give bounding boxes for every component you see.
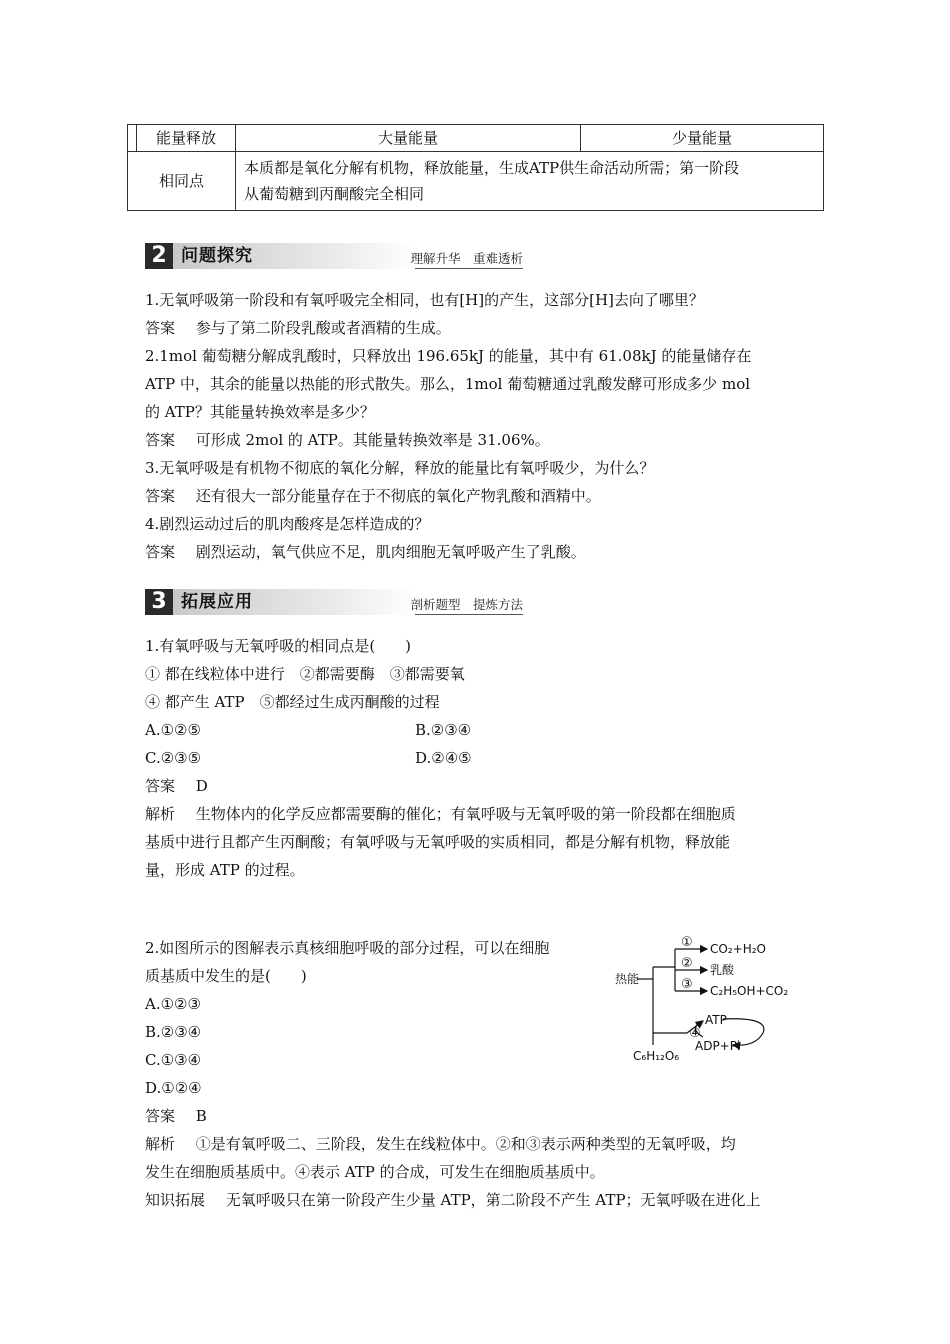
comparison-table [127,124,824,211]
option-d: D.①②④ [145,1079,202,1097]
practice-1-explanation [145,804,736,824]
section-number: 2 [145,243,173,269]
question-2-line: ATP 中，其余的能量以热能的形式散失。那么，1mol 葡萄糖通过乳酸发酵可形成多少 mol [145,375,751,393]
table-text-line: 从葡萄糖到丙酮酸完全相同 [244,185,425,203]
question-3: 3.无氧呼吸是有机物不彻底的氧化分解，释放的能量比有氧呼吸少，为什么？ [145,459,655,477]
answer-text: 还有很大一部分能量存在于不彻底的氧化产物乳酸和酒精中。 [195,487,601,505]
answer-label: 答案 [145,431,176,449]
table-cell-label: 相同点 [128,152,236,211]
question-4: 4.剧烈运动过后的肌肉酸疼是怎样造成的？ [145,515,430,533]
section-header-2 [145,243,523,269]
answer-text: 参与了第二阶段乳酸或者酒精的生成。 [195,319,451,337]
explanation-text: ①是有氧呼吸二、三阶段，发生在线粒体中。②和③表示两种类型的无氧呼吸，均 [195,1135,736,1153]
practice-1-answer [145,776,208,796]
practice-1-statements: ④ 都产生 ATP ⑤都经过生成丙酮酸的过程 [145,693,440,711]
table-cell: 大量能量 [236,125,581,152]
product-co2-h2o: CO₂+H₂O [710,942,766,956]
option-a: A.①②③ [145,995,201,1013]
section-subtitle: 理解升华 重难透析 [410,251,523,266]
glucose-label: C₆H₁₂O₆ [633,1049,680,1063]
answer-3 [145,486,601,506]
section-header-3 [145,589,523,615]
answer-text: B [195,1107,207,1125]
option-c: C.②③⑤ [145,749,202,767]
knowledge-label: 知识拓展 [145,1191,206,1209]
table-cell [236,152,824,211]
header-rule [415,614,523,615]
section-subtitle: 剖析题型 提炼方法 [410,597,523,612]
practice-1-statements: ① 都在线粒体中进行 ②都需要酶 ③都需要氧 [145,665,465,683]
option-b: B.②③④ [415,721,472,739]
respiration-diagram [615,933,815,1068]
analysis-label: 解析 [145,805,176,823]
product-lactic-acid: 乳酸 [710,963,735,977]
step-4-marker: ④ [689,1026,701,1041]
knowledge-text: 无氧呼吸只在第一阶段产生少量 ATP，第二阶段不产生 ATP；无氧呼吸在进化上 [225,1191,761,1209]
product-ethanol-co2: C₂H₅OH+CO₂ [710,984,789,998]
section-title: 拓展应用 [181,592,253,612]
table-cell-label: 能量释放 [137,125,236,152]
header-rule [415,268,523,269]
section-number: 3 [145,589,173,615]
practice-1-explanation-line: 基质中进行且都产生丙酮酸；有氧呼吸与无氧呼吸的实质相同，都是分解有机物，释放能 [145,833,731,851]
question-1: 1.无氧呼吸第一阶段和有氧呼吸完全相同，也有[H]的产生，这部分[H]去向了哪里？ [145,291,704,309]
heat-label: 热能 [615,972,640,986]
practice-2-stem-line: 质基质中发生的是( ) [145,967,307,985]
answer-text: 剧烈运动，氧气供应不足，肌肉细胞无氧呼吸产生了乳酸。 [195,543,586,561]
table-row [128,152,824,211]
option-b: B.②③④ [145,1023,202,1041]
answer-label: 答案 [145,1107,176,1125]
explanation-text: 生物体内的化学反应都需要酶的催化；有氧呼吸与无氧呼吸的第一阶段都在细胞质 [195,805,736,823]
practice-1-explanation-line: 量，形成 ATP 的过程。 [145,861,305,879]
step-2-marker: ② [681,956,693,971]
practice-2-explanation [145,1134,736,1154]
adp-pi-label: ADP+Pi [695,1039,741,1053]
section-title: 问题探究 [181,246,253,266]
knowledge-extension [145,1190,761,1210]
answer-label: 答案 [145,487,176,505]
table-cell: 少量能量 [581,125,824,152]
answer-text: D [195,777,208,795]
answer-label: 答案 [145,777,176,795]
step-3-marker: ③ [681,977,693,992]
analysis-label: 解析 [145,1135,176,1153]
answer-4 [145,542,586,562]
table-text-line: 本质都是氧化分解有机物，释放能量，生成ATP供生命活动所需；第一阶段 [244,159,740,177]
answer-2 [145,430,550,450]
answer-label: 答案 [145,319,176,337]
practice-2-stem: 2.如图所示的图解表示真核细胞呼吸的部分过程，可以在细胞 [145,939,550,957]
practice-1-stem: 1.有氧呼吸与无氧呼吸的相同点是( ) [145,637,412,655]
answer-1 [145,318,451,338]
option-c: C.①③④ [145,1051,202,1069]
table-row [128,125,824,152]
practice-2-answer [145,1106,207,1126]
option-a: A.①②⑤ [145,721,201,739]
step-1-marker: ① [681,935,693,950]
answer-text: 可形成 2mol 的 ATP。其能量转换效率是 31.06%。 [195,431,550,449]
atp-label: ATP [705,1013,727,1027]
question-2-line: 的 ATP？其能量转换效率是多少？ [145,403,375,421]
table-cell-blank [128,125,137,152]
question-2-line: 2.1mol 葡萄糖分解成乳酸时，只释放出 196.65kJ 的能量，其中有 61.08kJ 的能量储存在 [145,347,752,365]
answer-label: 答案 [145,543,176,561]
option-d: D.②④⑤ [415,749,472,767]
practice-2-explanation-line: 发生在细胞质基质中。④表示 ATP 的合成，可发生在细胞质基质中。 [145,1163,605,1181]
